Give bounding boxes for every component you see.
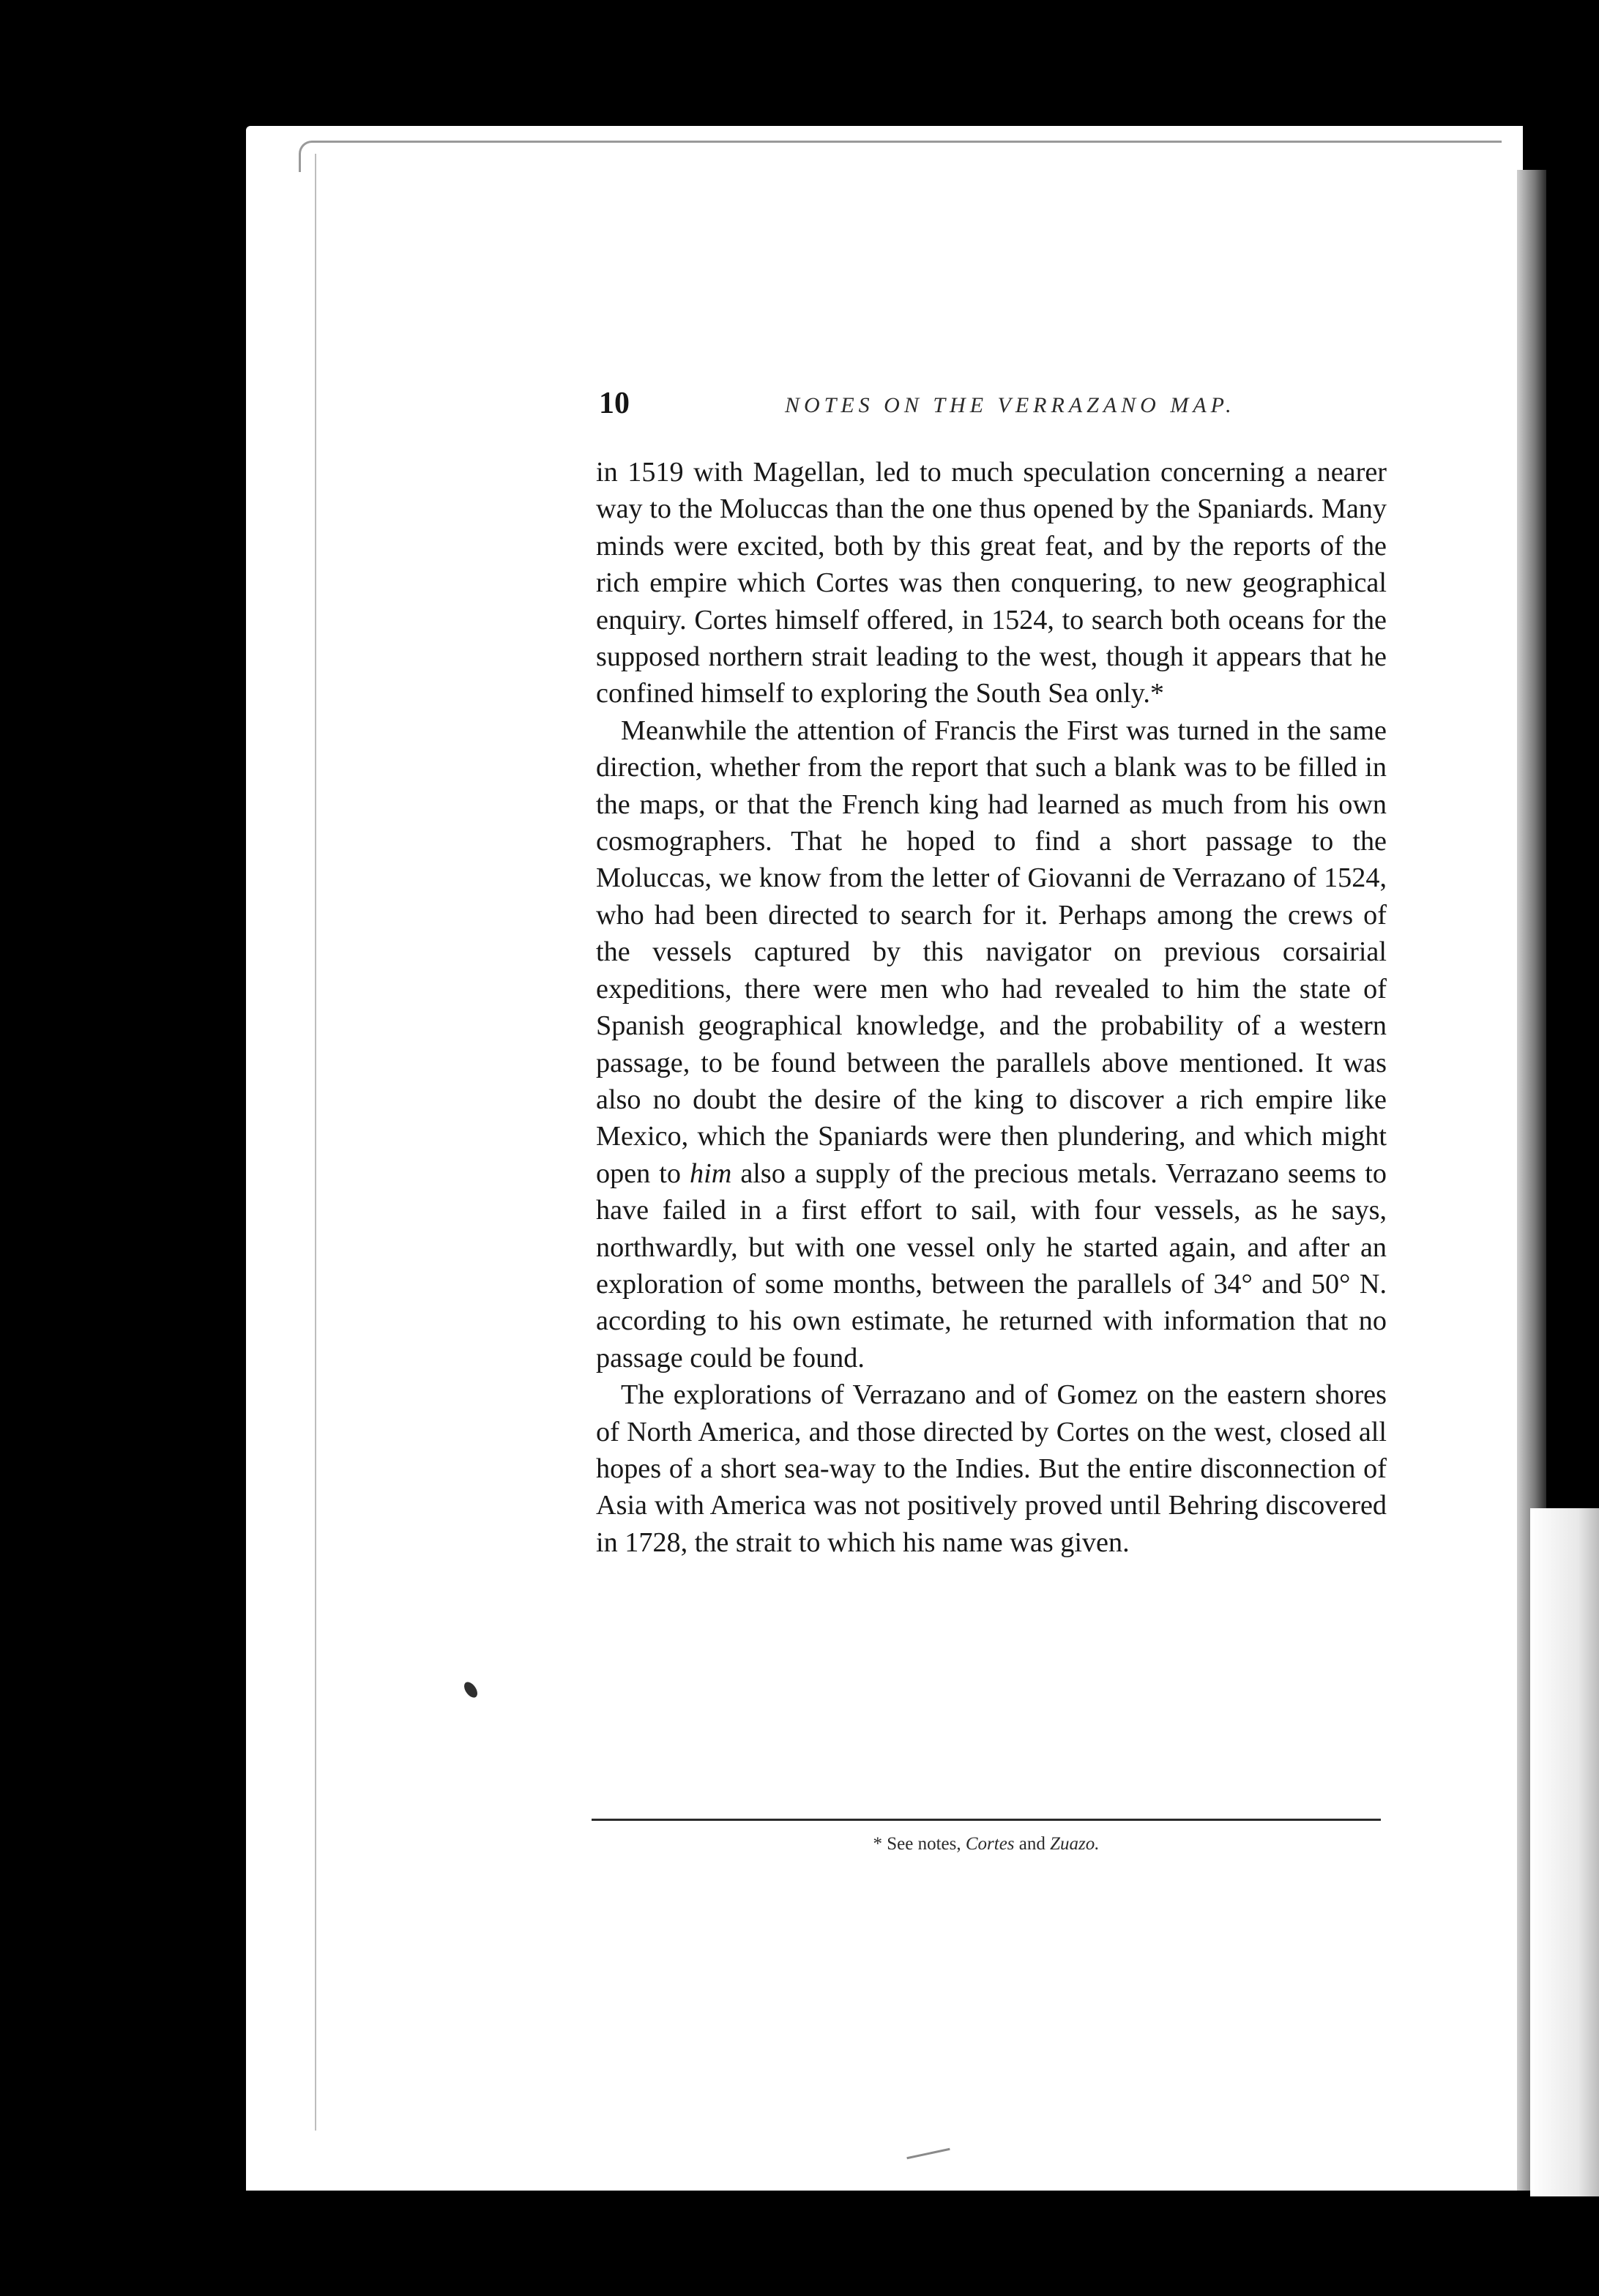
paragraph-2-text: Meanwhile the attention of Francis the First was turned in the same direction, whether from the report that such a blank was to be filled in the maps, or that the French king had learned as much from his own cosmographers. That he hoped to find a short passage to the Moluccas, we know from the letter of Giovanni de Verrazano of 1524, who had been directed to search for it. Perhaps among the crews of the vessels captured by this navigator on previous corsairial expeditions, there were men who had revealed to him the state of Spanish geographical knowledge, and the probability of a western passage, to be found between the parallels above mentioned. It was also no doubt the desire of the king to discover a rich empire like Mexico, which the Spaniards were then plundering, and which might open to <box>596 715 1387 1189</box>
footnote-marker: * See notes, <box>873 1834 961 1854</box>
footnote <box>592 1834 1381 1855</box>
page-curl-edge <box>299 141 1502 172</box>
paragraph-1: in 1519 with Magellan, led to much speculation concerning a nearer way to the Moluccas than the one thus opened by the Spaniards. Many minds were excited, both by this great feat, and by the reports of the rich empire which Cortes was then conquering, to new geographical enquiry. Cortes himself offered, in 1524, to search both oceans for the supposed northern strait leading to the west, though it appears that he confined himself to exploring the South Sea only.* <box>596 457 1387 709</box>
paragraph-2-continued: also a supply of the precious metals. Verrazano seems to have failed in a first effort to sail, with four vessels, as he says, northwardly, but with one vessel only he started again, and after an exploration of some months, between the parallels of 34° and 50° N. according to his own estimate, he returned with information that no passage could be found. <box>596 1158 1387 1374</box>
body-text <box>596 454 1387 1561</box>
paragraph-2 <box>596 712 1387 1376</box>
paragraph-3: The explorations of Verrazano and of Gomez on the eastern shores of North America, and those directed by Cortes on the west, closed all hopes of a short sea-way to the Indies. But the entire disconnection of Asia with America was not positively proved until Behring discovered in 1728, the strait to which his name was given. <box>596 1379 1387 1558</box>
page-number: 10 <box>599 387 630 420</box>
facing-page-corner <box>1530 1508 1599 2196</box>
running-head-title: NOTES ON THE VERRAZANO MAP. <box>785 393 1236 417</box>
footnote-rule <box>592 1819 1381 1821</box>
page-binding-edge <box>315 154 334 2131</box>
running-head <box>599 386 1384 430</box>
emphasis-word: him <box>690 1158 732 1189</box>
footnote-joiner: and <box>1018 1834 1046 1854</box>
footnote-ref-zuazo: Zuazo. <box>1050 1834 1100 1854</box>
footnote-ref-cortes: Cortes <box>965 1834 1015 1854</box>
